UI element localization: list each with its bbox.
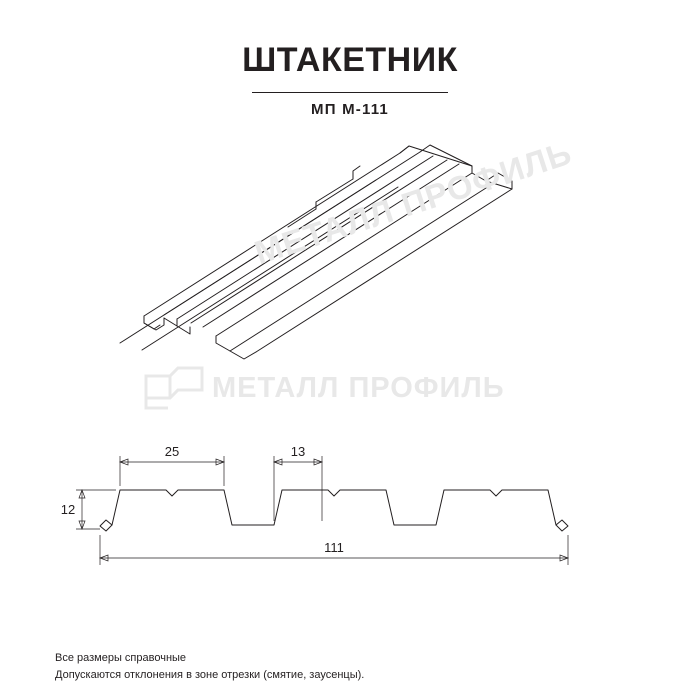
- iso-profile-geometry: [120, 145, 512, 359]
- footer-notes: [55, 650, 364, 684]
- model-block: [252, 86, 448, 118]
- cross-section-drawing: [60, 430, 650, 590]
- dimension-height: [61, 490, 116, 529]
- footer-line-1: Все размеры справочные: [55, 652, 187, 664]
- watermark-iso: МЕТАЛЛ ПРОФИЛЬ: [250, 133, 577, 272]
- page-title: ШТАКЕТНИК: [242, 41, 458, 79]
- dimension-top-width-label: 25: [164, 444, 180, 459]
- model-label: МП М-111: [311, 101, 389, 118]
- dimension-total-width-label: 111: [324, 540, 344, 555]
- dimension-top-width: [120, 444, 224, 486]
- dimension-height-label: 12: [60, 502, 76, 517]
- watermark-section: МЕТАЛЛ ПРОФИЛЬ: [212, 372, 505, 404]
- isometric-profile-drawing: [120, 140, 590, 375]
- isometric-svg: [120, 140, 590, 375]
- metall-profil-logo-icon: [140, 364, 210, 420]
- dimension-valley-width-label: 13: [290, 444, 306, 459]
- dimension-total-width: [100, 535, 568, 565]
- header: [0, 40, 700, 119]
- dimension-valley-width: [274, 444, 322, 521]
- cross-section-svg: [60, 430, 650, 590]
- footer-line-2: Допускаются отклонения в зоне отрезки (смятие, заусенцы).: [55, 669, 365, 681]
- profile-outline: [100, 490, 568, 531]
- title-divider: [252, 92, 448, 93]
